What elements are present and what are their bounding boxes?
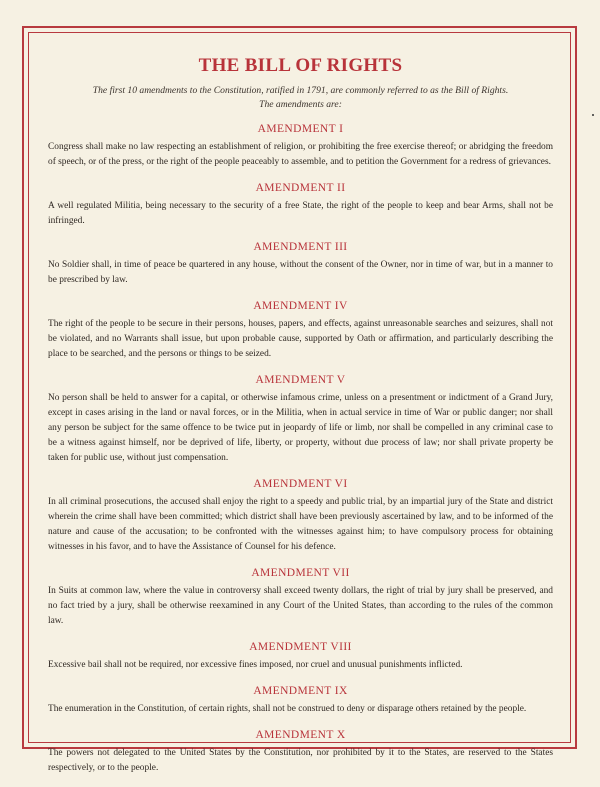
amendment-heading: AMENDMENT III <box>253 241 348 253</box>
amendment-5 <box>48 373 553 466</box>
amendment-heading: AMENDMENT VI <box>253 478 348 490</box>
amendment-7 <box>48 566 553 629</box>
amendment-4 <box>48 299 553 362</box>
amendment-text: Congress shall make no law respecting an establishment of religion, or prohibiting the free exercise thereof; or abridging the freedom of speech, or of the press, or the right of the people peaceably to assemble, and to petition the Government for a redress of grievances. <box>48 142 553 167</box>
intro-line-2: The amendments are: <box>259 99 342 110</box>
intro-line-1: The first 10 amendments to the Constitution, ratified in 1791, are commonly referred to as the Bill of Rights. <box>92 85 509 96</box>
amendment-2 <box>48 181 553 229</box>
amendment-heading: AMENDMENT VII <box>251 567 350 579</box>
amendment-text: No Soldier shall, in time of peace be quartered in any house, without the consent of the Owner, nor in time of war, but in a manner to be prescribed by law. <box>48 260 553 285</box>
amendment-text: No person shall be held to answer for a capital, or otherwise infamous crime, unless on a presentment or indictment of a Grand Jury, except in cases arising in the land or naval forces, or in the Militia, when in actual service in time of War or public danger; nor shall any person be subject for the same offence to be twice put in jeopardy of life or limb, nor shall be compelled in any criminal case to be a witness against himself, nor be deprived of life, liberty, or property, without due process of law; nor shall private property be taken for public use, without just compensation. <box>48 393 553 463</box>
amendment-text: A well regulated Militia, being necessary to the security of a free State, the right of the people to keep and bear Arms, shall not be infringed. <box>48 201 553 226</box>
amendment-text: In Suits at common law, where the value in controversy shall exceed twenty dollars, the right of trial by jury shall be preserved, and no fact tried by a jury, shall be otherwise reexamined in any Court of the United States, than according to the rules of the common law. <box>48 586 553 626</box>
amendment-heading: AMENDMENT X <box>255 729 346 741</box>
amendment-text: The right of the people to be secure in their persons, houses, papers, and effects, against unreasonable searches and seizures, shall not be violated, and no Warrants shall issue, but upon probable cause, supported by Oath or affirmation, and particularly describing the place to be searched, and the persons or things to be seized. <box>48 319 553 359</box>
amendment-text: The powers not delegated to the United States by the Constitution, nor prohibited by it to the States, are reserved to the States respectively, or to the people. <box>48 748 553 773</box>
amendment-heading: AMENDMENT V <box>255 374 346 386</box>
amendment-9 <box>48 684 553 717</box>
intro-text <box>48 84 553 112</box>
amendment-1 <box>48 122 553 170</box>
page-title: THE BILL OF RIGHTS <box>198 55 403 76</box>
amendment-3 <box>48 240 553 288</box>
stray-mark <box>592 114 594 116</box>
amendment-text: The enumeration in the Constitution, of certain rights, shall not be construed to deny or disparage others retained by the people. <box>48 704 527 714</box>
amendment-heading: AMENDMENT II <box>255 182 346 194</box>
amendment-6 <box>48 477 553 555</box>
amendment-heading: AMENDMENT I <box>257 123 344 135</box>
amendment-heading: AMENDMENT IX <box>253 685 348 697</box>
document-body <box>48 55 553 787</box>
amendment-8 <box>48 640 553 673</box>
amendment-heading: AMENDMENT IV <box>253 300 348 312</box>
amendment-text: Excessive bail shall not be required, nor excessive fines imposed, nor cruel and unusual punishments inflicted. <box>48 660 463 670</box>
amendment-heading: AMENDMENT VIII <box>249 641 352 653</box>
amendment-10 <box>48 728 553 776</box>
amendment-text: In all criminal prosecutions, the accused shall enjoy the right to a speedy and public trial, by an impartial jury of the State and district wherein the crime shall have been committed; which district shall have been previously ascertained by law, and to be informed of the nature and cause of the accusation; to be confronted with the witnesses against him; to have compulsory process for obtaining witnesses in his favor, and to have the Assistance of Counsel for his defence. <box>48 497 553 552</box>
